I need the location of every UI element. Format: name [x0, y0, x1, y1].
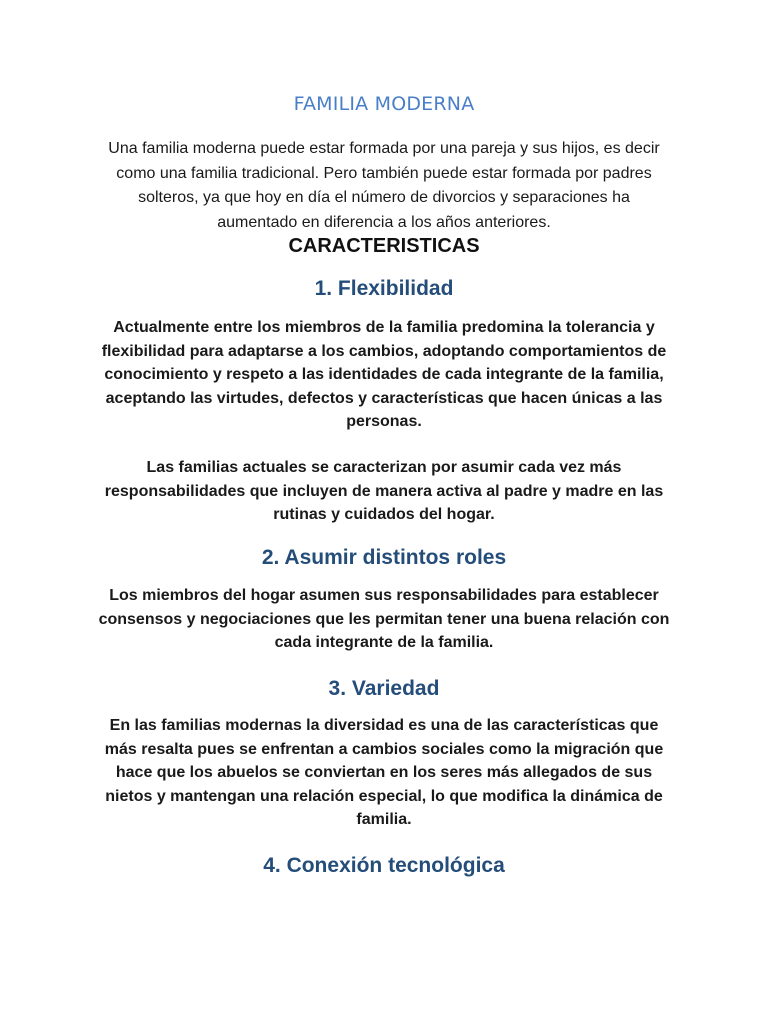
heading-asumir-roles: 2. Asumir distintos roles [261, 546, 507, 569]
page-title: FAMILIA MODERNA [293, 93, 475, 115]
paragraph-asumir-roles: Los miembros del hogar asumen sus responsabilidades para establecer consensos y negociaciones que les permitan tener una buena relación con cada integrante de la familia. [98, 587, 670, 651]
heading-variedad: 3. Variedad [328, 677, 440, 700]
intro-paragraph: Una familia moderna puede estar formada por una pareja y sus hijos, es decir como una familia tradicional. Pero también puede estar formada por padres solteros, ya que hoy en día el número de divorcios y separaciones ha aumentado en diferencia a los años anteriores. [108, 140, 660, 231]
section-heading: CARACTERISTICAS [288, 235, 480, 257]
paragraph-flexibilidad-2: Las familias actuales se caracterizan por asumir cada vez más responsabilidades que incluyen de manera activa al padre y madre en las rutinas y cuidados del hogar. [104, 459, 664, 523]
heading-conexion-tecnologica: 4. Conexión tecnológica [263, 854, 505, 877]
heading-flexibilidad: 1. Flexibilidad [314, 277, 454, 300]
paragraph-variedad: En las familias modernas la diversidad es una de las características que más resalta pues se enfrentan a cambios sociales como la migración que hace que los abuelos se conviertan en los seres más allegados de sus nietos y mantengan una relación especial, lo que modifica la dinámica de familia. [104, 717, 664, 828]
paragraph-flexibilidad-1: Actualmente entre los miembros de la familia predomina la tolerancia y flexibilidad para adaptarse a los cambios, adoptando comportamientos de conocimiento y respeto a las identidades de cada integrante de la familia, aceptando las virtudes, defectos y características que hacen únicas a las personas. [101, 319, 667, 430]
